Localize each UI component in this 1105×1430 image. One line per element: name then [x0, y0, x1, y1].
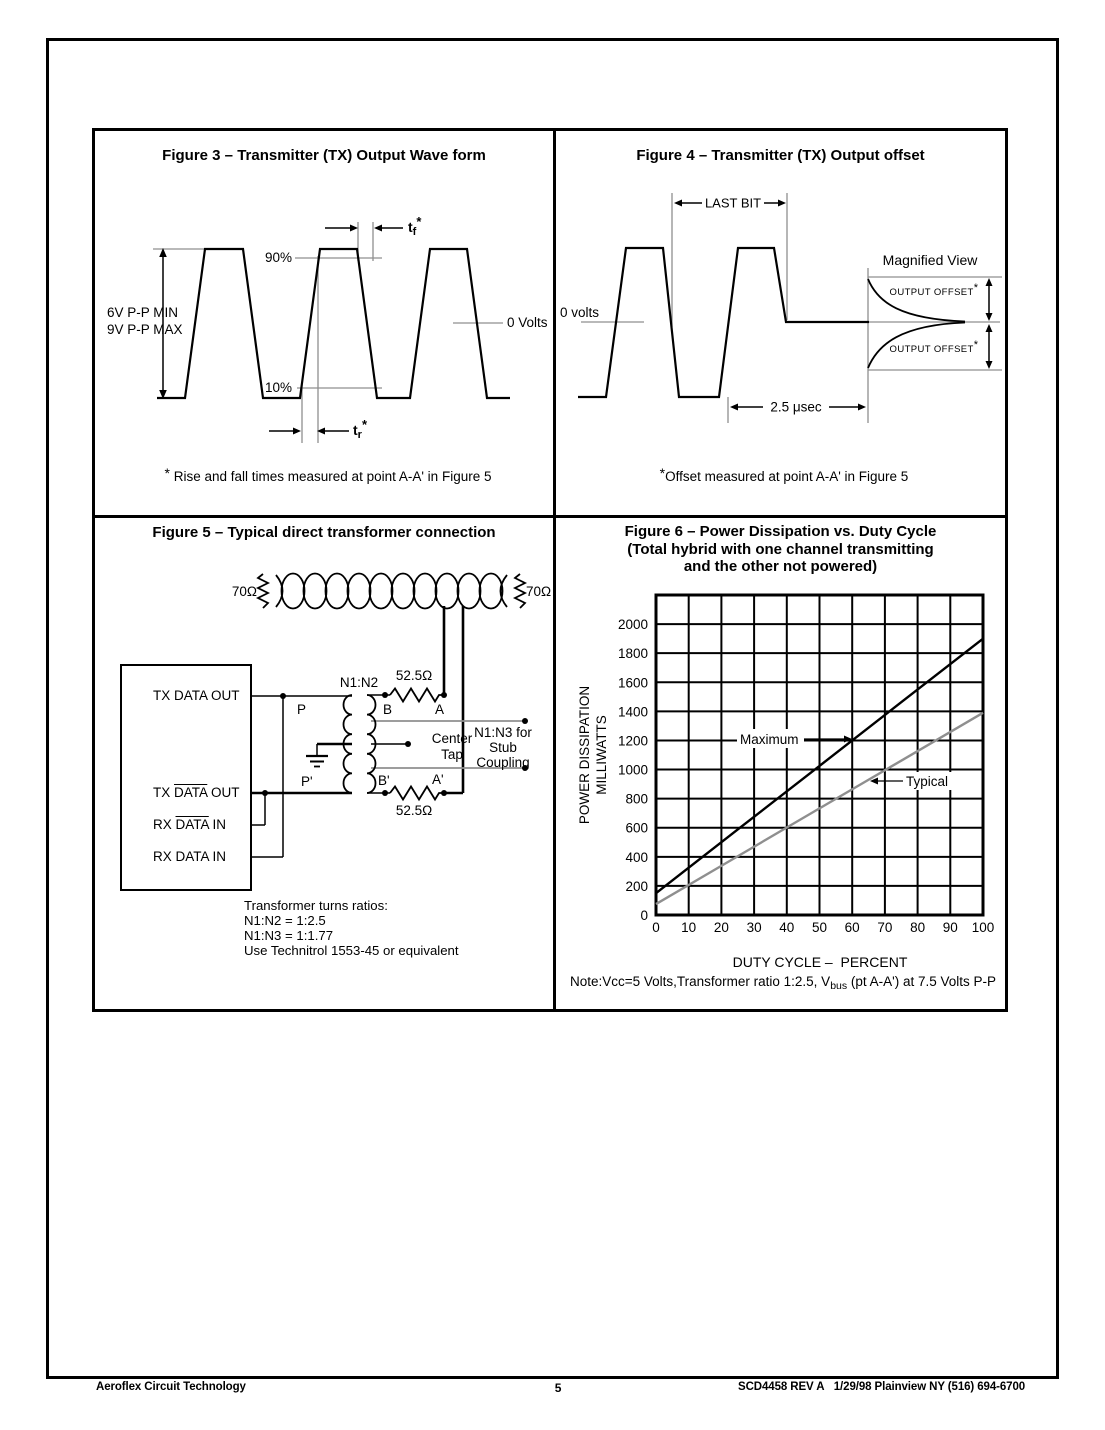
x-tick-label: 60	[844, 920, 860, 935]
y-tick-label: 1800	[617, 646, 648, 662]
fig3-reference-lines	[153, 222, 503, 443]
fig3-pp-min-label: 6V P-P MIN	[107, 305, 179, 320]
typical-annotation	[870, 772, 956, 790]
fig4-magnified-view-label: Magnified View	[882, 252, 978, 268]
port-b-prime-label: B'	[378, 773, 390, 788]
figure5-panel	[95, 518, 553, 1009]
x-tick-label: 50	[811, 920, 828, 935]
maximum-annotation	[737, 729, 852, 748]
fig4-duration-label: 2.5 μsec	[770, 399, 822, 415]
stub-coupling-label-line3: Coupling	[476, 755, 530, 770]
y-tick-label: 200	[625, 878, 648, 894]
typical-label: Typical	[906, 774, 949, 789]
y-axis-label-line1: POWER DISSIPATION	[577, 685, 592, 825]
y-tick-label: 1400	[617, 704, 648, 720]
figure3-diagram	[95, 131, 553, 515]
x-tick-label: 0	[652, 920, 660, 935]
center-tap-label-line1: Center	[431, 731, 473, 746]
figure4-title: Figure 4 – Transmitter (TX) Output offset	[636, 147, 925, 164]
line-resistor-left-label: 70Ω	[231, 584, 257, 599]
figure6-title-line1: Figure 6 – Power Dissipation vs. Duty Cycle	[624, 523, 937, 540]
figure-grid	[92, 128, 1008, 1012]
x-tick-label: 30	[746, 920, 762, 935]
maximum-label: Maximum	[740, 732, 799, 747]
y-tick-label: 2000	[617, 617, 648, 633]
x-tick-label: 70	[877, 920, 893, 935]
fig4-output-offset-lower-label: OUTPUT OFFSET*	[889, 339, 979, 355]
rx-data-bar-in-label: RX DATA IN	[153, 817, 227, 832]
x-tick-label: 10	[681, 920, 697, 935]
y-tick-label: 1200	[617, 733, 648, 749]
fig3-90pct-label: 90%	[264, 250, 292, 265]
x-tick-label: 40	[779, 920, 795, 935]
footer-page-number: 5	[554, 1381, 562, 1395]
fig4-offset-arrows	[986, 278, 993, 369]
y-tick-label: 800	[625, 791, 648, 807]
figure4-diagram	[556, 131, 1005, 515]
twisted-pair-cable	[258, 574, 525, 609]
series-resistor-top-label: 52.5Ω	[395, 668, 433, 683]
x-tick-label: 80	[910, 920, 926, 935]
ground-symbol	[306, 744, 352, 767]
power-chart	[556, 518, 1005, 1009]
figure6-title-line2: (Total hybrid with one channel transmitting	[627, 540, 934, 558]
turns-ratio-equivalent: Use Technitrol 1553-45 or equivalent	[244, 943, 459, 958]
footer-doc-ref: SCD4458 REV A 1/29/98 Plainview NY (516) 694-6700	[738, 1381, 1026, 1393]
figure6-title	[556, 523, 1005, 576]
port-a-label: A	[435, 702, 445, 717]
figure4-panel	[556, 131, 1005, 515]
fig4-output-offset-upper-label: OUTPUT OFFSET*	[889, 282, 979, 298]
line-resistor-right-label: 70Ω	[526, 584, 552, 599]
port-a-prime-label: A'	[432, 772, 444, 787]
port-p-prime-label: P'	[301, 774, 313, 789]
y-tick-label: 1000	[617, 762, 648, 778]
port-p-label: P	[297, 702, 307, 717]
footer-rule-right	[736, 1377, 1040, 1379]
stub-coupling-label-line2: Stub	[489, 740, 517, 755]
fig3-footnote: * Rise and fall times measured at point A-A' in Figure 5	[164, 465, 492, 484]
fig4-last-bit-label: LAST BIT	[704, 195, 762, 211]
port-b-label: B	[383, 702, 393, 717]
tx-data-bar-out-label: TX DATA OUT	[153, 785, 240, 800]
turns-ratio-label: N1:N2	[339, 675, 379, 690]
x-tick-label: 90	[942, 920, 958, 935]
tx-data-out-label: TX DATA OUT	[153, 688, 240, 703]
series-resistor-bottom-label: 52.5Ω	[395, 803, 433, 818]
center-tap-label-line2: Tap	[441, 747, 463, 762]
fig3-tr-label: $t_r*$	[353, 417, 368, 441]
fig4-footnote: *Offset measured at point A-A' in Figure 5	[659, 465, 909, 484]
figure5-title: Figure 5 – Typical direct transformer connection	[152, 524, 496, 541]
footer-rule-left	[88, 1377, 385, 1379]
figure3-title: Figure 3 – Transmitter (TX) Output Wave form	[162, 147, 486, 164]
stub-coupling-label-line1: N1:N3 for	[474, 725, 532, 740]
y-tick-label: 0	[640, 908, 648, 923]
figure6-panel	[556, 518, 1005, 1009]
fig4-zero-volts-label: 0 volts	[560, 305, 600, 320]
turns-ratio-n1n3: N1:N3 = 1:1.77	[244, 928, 334, 943]
fig3-zero-volts-label: 0 Volts	[507, 315, 548, 330]
x-axis-label: DUTY CYCLE – PERCENT	[732, 954, 908, 970]
x-tick-label: 20	[713, 920, 729, 935]
y-tick-label: 1600	[617, 675, 648, 691]
fig3-tf-arrows	[325, 225, 403, 232]
rx-data-in-label: RX DATA IN	[153, 849, 227, 864]
fig4-reference-lines	[581, 193, 1002, 423]
fig3-pp-max-label: 9V P-P MAX	[107, 322, 183, 337]
y-tick-label: 600	[625, 820, 648, 836]
chart-gridlines	[656, 595, 983, 915]
y-axis-label-line2: MILLIWATTS	[594, 715, 609, 795]
chart-note: Note:Vcc=5 Volts,Transformer ratio 1:2.5, $V_{bus}$ (pt A-A') at 7.5 Volts P-P	[569, 974, 997, 992]
figure3-panel	[95, 131, 553, 515]
turns-ratio-n1n2: N1:N2 = 1:2.5	[244, 913, 326, 928]
fig3-10pct-label: 10%	[264, 380, 292, 395]
bus-drop-wires	[443, 606, 463, 793]
x-tick-label: 100	[971, 920, 995, 935]
figure6-title-line3: and the other not powered)	[683, 558, 878, 575]
turns-ratio-heading: Transformer turns ratios:	[244, 898, 388, 913]
fig3-tf-label: $t_f*$	[408, 214, 422, 238]
footer-company: Aeroflex Circuit Technology	[96, 1381, 246, 1393]
fig3-tr-arrows	[269, 428, 349, 435]
y-tick-label: 400	[625, 849, 648, 865]
